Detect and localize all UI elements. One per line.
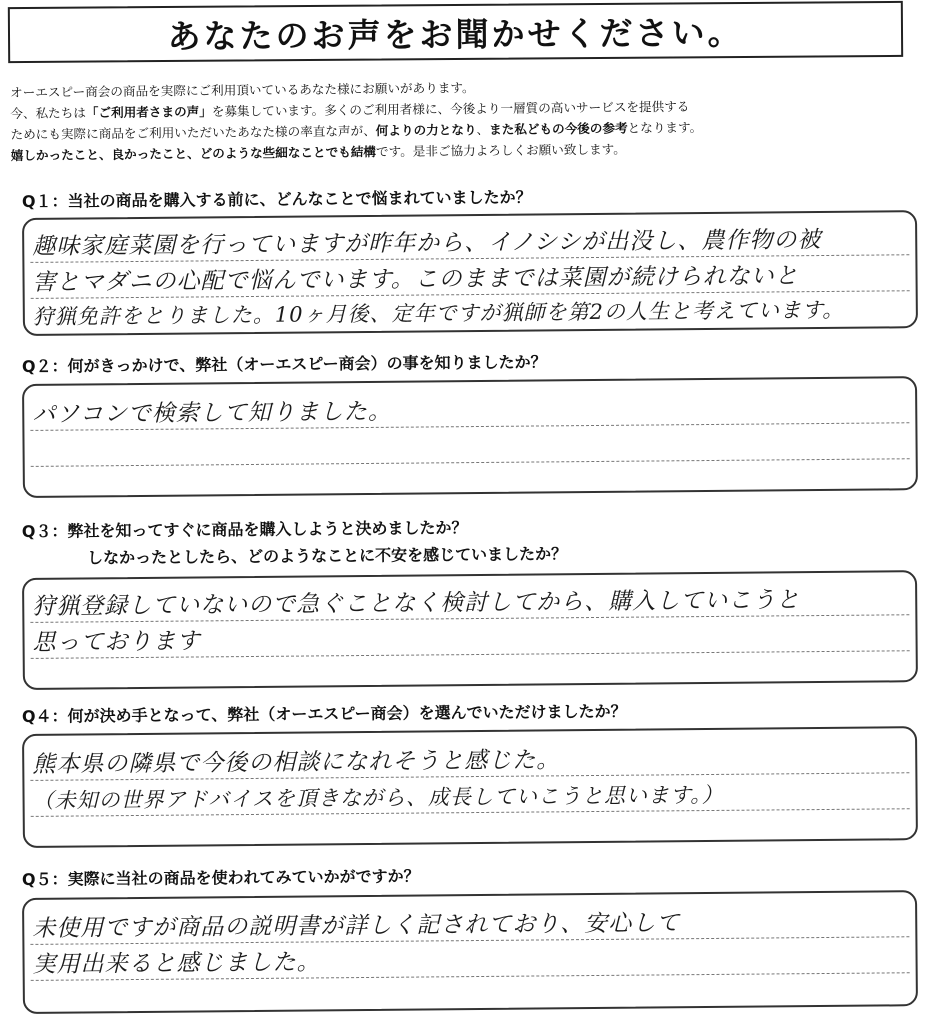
intro-paragraph <box>10 73 916 166</box>
answer-box-2 <box>22 376 918 498</box>
answer-box-4 <box>22 726 918 848</box>
answer-3-line-3 <box>33 646 908 698</box>
answer-1-line-1: 趣味家庭菜園を行っていますが昨年から、イノシシが出没し、農作物の被 <box>32 226 822 260</box>
question-4-label: Q４：何が決め手となって、弊社（オーエスピー商会）を選んでいただけましたか？ <box>21 701 627 726</box>
intro-line-3: ためにも実際に商品をご利用いただいたあなた様の率直な声が、何よりの力となり、また私どもの今後の参考となります。 <box>10 119 703 142</box>
intro-line-4: 嬉しかったこと、良かったこと、どのような些細なことでも結構です。是非ご協力よろしくお願い致します。 <box>10 141 626 163</box>
intro-emphasis: 嬉しかったこと、良かったこと、どのような些細なことでも結構 <box>10 144 377 163</box>
answer-1-line-3: 狩猟免許をとりました。10ヶ月後、定年ですが猟師を第2の人生と考えています。 <box>32 297 845 329</box>
answer-4-line-2: （未知の世界アドバイスを頂きながら、成長していこうと思います。） <box>32 782 724 813</box>
answer-3-line-2: 思っております <box>32 627 201 656</box>
question-5-label: Q５：実際に当社の商品を使われてみていかがですか？ <box>21 866 420 889</box>
intro-line-1: オーエスピー商会の商品を実際にご利用頂いているあなた様にお願いがあります。 <box>10 80 475 100</box>
intro-emphasis: 何よりの力となり <box>375 122 477 139</box>
intro-emphasis: また私どもの今後の参考 <box>489 120 628 137</box>
answer-5-line-2: 実用出来ると感じました。 <box>32 948 321 978</box>
answer-5-line-1: 未使用ですが商品の説明書が詳しく記されており、安心して <box>32 909 681 942</box>
page-title: あなたのお声をお聞かせください。 <box>167 12 744 56</box>
question-2-label: Q２：何がきっかけで、弊社（オーエスピー商会）の事を知りましたか？ <box>21 352 547 376</box>
answer-2-line-3 <box>33 456 908 508</box>
answer-4-line-3 <box>33 806 908 858</box>
intro-emphasis: 「ご利用者さまの声」 <box>85 103 212 121</box>
answer-2-line-1: パソコンで検索して知りました。 <box>32 398 392 428</box>
answer-5-line-3 <box>33 968 908 1020</box>
question-3-label: Q３：弊社を知ってすぐに商品を購入しようと決めましたか？ しなかったとしたら、どのようなことに不安を感じていましたか？ <box>21 518 568 568</box>
answer-box-5 <box>22 890 918 1014</box>
title-box <box>8 1 903 63</box>
question-1-label: Q１：当社の商品を購入する前に、どんなことで悩まれていましたか？ <box>21 187 532 211</box>
answer-box-3 <box>22 570 918 690</box>
answer-box-1 <box>22 210 918 336</box>
intro-line-2: 今、私たちは「ご利用者さまの声」を募集しています。多くのご利用者様に、今後より一層質の高いサービスを提供する <box>10 98 690 121</box>
answer-3-line-1: 狩猟登録していないので急ぐことなく検討してから、購入していこうと <box>32 586 801 620</box>
answer-1-line-2: 害とマダニの心配で悩んでいます。このままでは菜園が続けられないと <box>32 262 799 296</box>
answer-4-line-1: 熊本県の隣県で今後の相談になれそうと感じた。 <box>32 746 561 778</box>
